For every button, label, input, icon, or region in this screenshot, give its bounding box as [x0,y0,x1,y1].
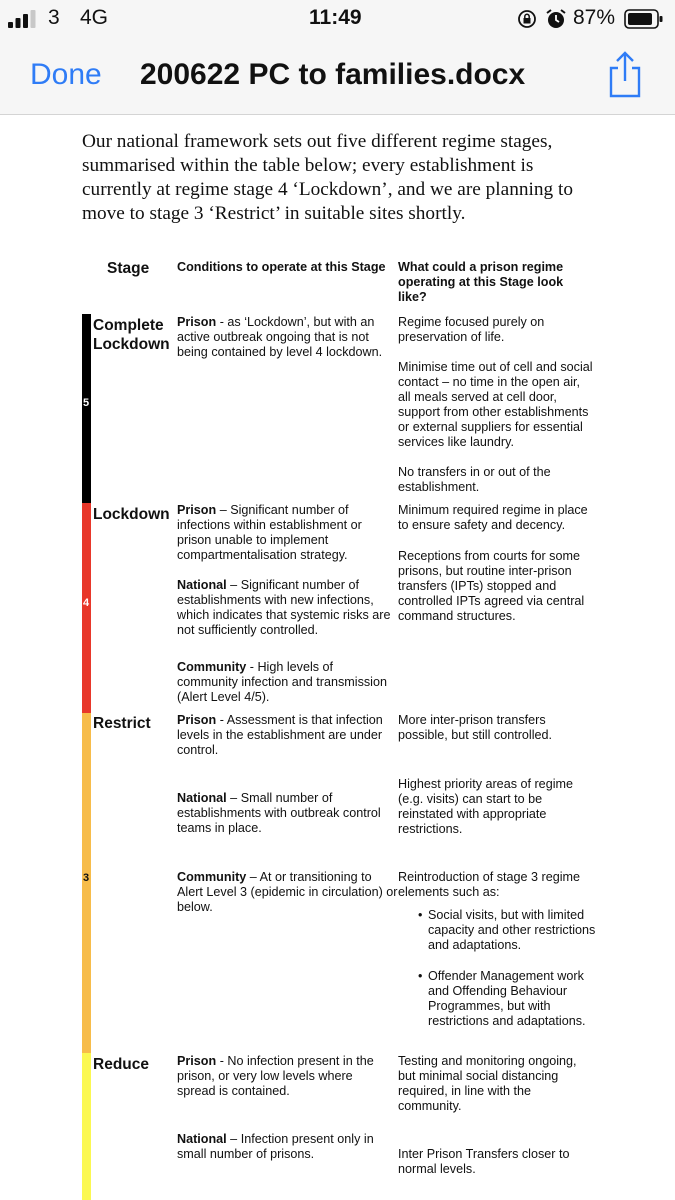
stage-3-national-condition: National – Small number of establishments with outbreak control teams in place. [177,791,381,835]
stage-3-bullet-2: Offender Management work and Offending Behaviour Programmes, but with restrictions and adaptations. [428,969,586,1028]
stage-4-community-condition: Community - High levels of community infection and transmission (Alert Level 4/5). [177,660,387,704]
stage-3-regime-1: More inter-prison transfers possible, but still controlled. [398,713,553,742]
alarm-icon [545,8,567,30]
stage-3-community-condition: Community – At or transitioning to Alert Level 3 (epidemic in circulation) or below. [177,870,398,914]
stage-3-number: 3 [83,872,90,884]
battery-percent: 87% [573,6,616,29]
stage-2-regime-2: Inter Prison Transfers closer to normal levels. [398,1147,570,1176]
carrier-label: 3 [48,6,60,29]
stage-2-name: Reduce [93,1056,149,1073]
stage-4-number: 4 [83,597,90,609]
signal-bars-icon [8,10,44,28]
stage-4-prison-condition: Prison – Significant number of infections within establishment or prison unable to implement compartmentalisation strategy. [177,503,362,562]
stage-5-regime-1: Regime focused purely on preservation of life. [398,315,545,344]
stage-2-prison-condition: Prison - No infection present in the prison, or very low levels where spread is contained. [177,1054,374,1098]
conditions-column-header: Conditions to operate at this Stage [177,260,386,274]
stage-5-name: Complete Lockdown [93,317,170,353]
stage-2-regime-1: Testing and monitoring ongoing, but minimal social distancing required, in line with the community. [398,1054,577,1113]
stage-3-regime-3: Reintroduction of stage 3 regime elements such as: [398,870,581,899]
stage-4-regime-1: Minimum required regime in place to ensure safety and decency. [398,503,588,532]
stage-5-regime-3: No transfers in or out of the establishment. [398,465,551,494]
stage-4-regime-2: Receptions from courts for some prisons, but routine inter-prison transfers (IPTs) stopped and controlled IPTs agreed via central command structures. [398,549,585,623]
stage-5-prison-condition: Prison - as ‘Lockdown’, but with an active outbreak ongoing that is not being contained by level 4 lockdown. [177,315,383,359]
stage-5-regime-2: Minimise time out of cell and social contact – no time in the open air, all meals served at cell door, support from other establishments or external suppliers for essential services like laundry. [398,360,593,449]
bullet-1-marker: • [418,908,423,922]
stage-4-name: Lockdown [93,506,170,523]
stage-5-number: 5 [83,397,90,409]
stage-2-national-condition: National – Infection present only in small number of prisons. [177,1132,374,1161]
stage-2-color-bar [82,1053,91,1200]
network-label: 4G [80,6,109,29]
document-title: 200622 PC to families.docx [140,58,526,91]
orientation-lock-icon [517,9,537,29]
stage-3-regime-2: Highest priority areas of regime (e.g. visits) can start to be reinstated with appropriate restrictions. [398,777,573,836]
battery-icon [624,9,664,29]
stage-3-name: Restrict [93,715,151,732]
stage-3-bullet-1: Social visits, but with limited capacity and other restrictions and adaptations. [428,908,596,952]
stage-3-prison-condition: Prison - Assessment is that infection levels in the establishment are under control. [177,713,383,757]
document-nav-bar [0,38,675,115]
regime-column-header: What could a prison regime operating at this Stage look like? [398,260,564,304]
stage-column-header: Stage [107,260,150,277]
clock: 11:49 [309,6,362,29]
bullet-2-marker: • [418,969,423,983]
status-bar [0,0,675,38]
intro-paragraph: Our national framework sets out five different regime stages, summarised within the table below; every establishment is currently at regime stage 4 ‘Lockdown’, and we are planning to move to stage 3 ‘Restrict’ in suitable sites shortly. [82,131,573,224]
done-button[interactable]: Done [30,58,102,91]
stage-4-national-condition: National – Significant number of establishments with new infections, which indicates that systemic risks are not sufficiently controlled. [177,578,391,637]
share-icon[interactable] [606,51,644,99]
